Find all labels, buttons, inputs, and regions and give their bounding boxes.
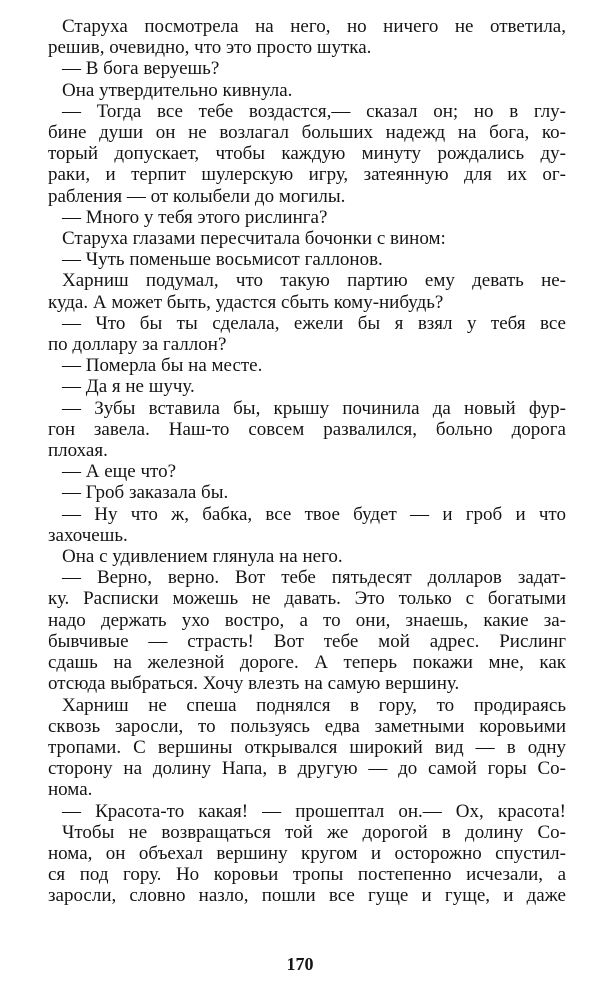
text-line: нома. <box>48 779 93 801</box>
text-line: — Зубы вставила бы, крышу починила да новый фур- <box>62 397 566 419</box>
text-line: по доллару за галлон? <box>48 334 227 356</box>
text-line: ку. Расписки можешь не давать. Это только с богатыми <box>48 588 566 610</box>
text-line: сквозь заросли, то пользуясь едва заметными коровьими <box>48 715 566 737</box>
text-line: плохая. <box>48 440 108 462</box>
text-line: — А еще что? <box>62 461 177 483</box>
text-line: Старуха посмотрела на него, но ничего не ответила, <box>62 16 566 37</box>
text-line: — Гроб заказала бы. <box>62 482 229 504</box>
page-text <box>48 16 566 907</box>
text-line: Она с удивлением глянула на него. <box>62 546 343 568</box>
text-line: — В бога веруешь? <box>62 58 220 80</box>
text-line: Старуха глазами пересчитала бочонки с вином: <box>62 228 446 250</box>
text-line: — Да я не шучу. <box>62 376 195 398</box>
text-line: — Много у тебя этого рислинга? <box>62 206 328 228</box>
text-line: гон завела. Наш-то совсем развалился, больно дорога <box>48 418 566 440</box>
text-line: — Красота-то какая! — прошептал он.— Ох, красота! <box>62 800 566 822</box>
text-line: ся под гору. Но коровьи тропы постепенно исчезали, а <box>48 864 566 886</box>
page-number: 170 <box>286 954 314 974</box>
text-line: — Что бы ты сделала, ежели бы я взял у тебя все <box>62 312 566 334</box>
text-line: раки, и терпит шулерскую игру, затеянную для их ог- <box>48 164 566 186</box>
text-line: торый допускает, чтобы каждую минуту рождались ду- <box>48 143 566 165</box>
text-line: Харниш не спеша поднялся в гору, то продираясь <box>62 694 566 716</box>
text-line: сдашь на железной дороге. А теперь покажи мне, как <box>48 652 566 674</box>
text-line: — Тогда все тебе воздастся,— сказал он; но в глу- <box>62 100 566 122</box>
text-line: надо держать ухо востро, а то они, знаешь, какие за- <box>48 609 566 631</box>
text-line: — Померла бы на месте. <box>62 355 263 377</box>
text-line: бине души он не возлагал больших надежд на бога, ко- <box>48 122 566 144</box>
text-line: сторону на долину Напа, в другую — до самой горы Со- <box>48 758 566 780</box>
text-line: захочешь. <box>48 524 128 546</box>
text-line: Она утвердительно кивнула. <box>62 79 293 101</box>
text-line: — Ну что ж, бабка, все твое будет — и гроб и что <box>62 503 566 525</box>
text-line: решив, очевидно, что это просто шутка. <box>48 37 372 59</box>
text-line: заросли, словно назло, пошли все гуще и гуще, и даже <box>48 885 566 907</box>
text-line: — Верно, верно. Вот тебе пятьдесят долларов задат- <box>62 567 566 589</box>
text-line: бывчивые — страсть! Вот тебе мой адрес. Рислинг <box>48 630 566 652</box>
text-line: — Чуть поменьше восьмисот галлонов. <box>62 249 383 271</box>
text-line: Харниш подумал, что такую партию ему девать не- <box>62 270 566 292</box>
text-line: куда. А может быть, удастся сбыть кому-нибудь? <box>48 291 444 313</box>
text-line: отсюда выбраться. Хочу влезть на самую вершину. <box>48 673 460 695</box>
text-line: Чтобы не возвращаться той же дорогой в долину Со- <box>62 821 566 843</box>
text-line: нома, он объехал вершину кругом и осторожно спустил- <box>48 842 566 864</box>
text-line: рабления — от колыбели до могилы. <box>48 185 346 207</box>
text-line: тропами. С вершины открывался широкий вид — в одну <box>48 736 566 758</box>
